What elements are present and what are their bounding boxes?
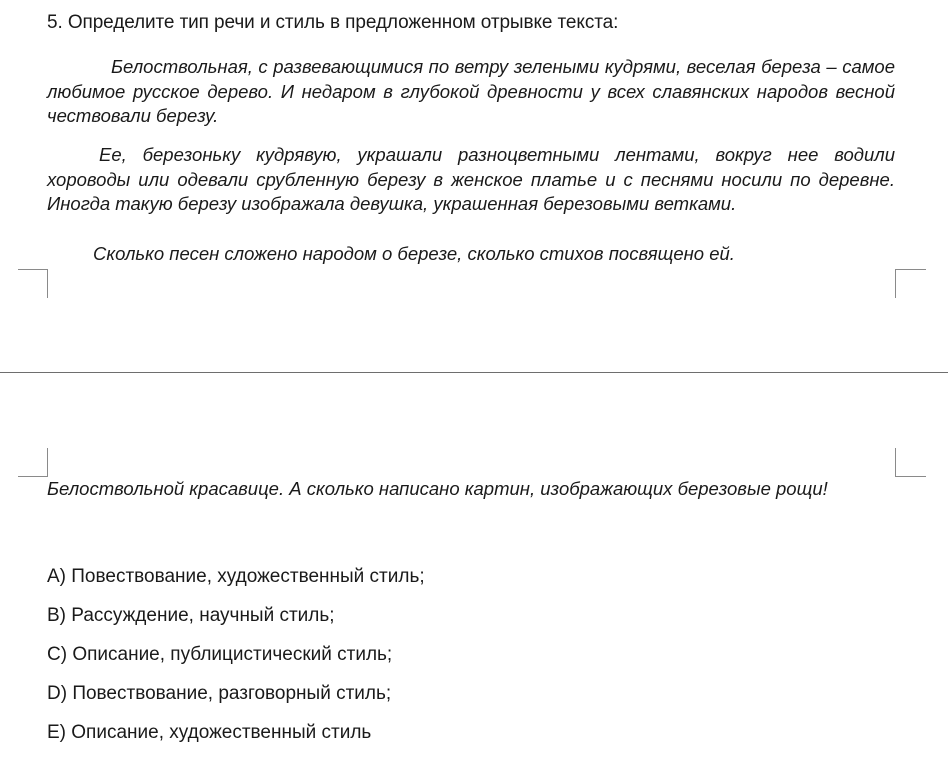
page-corner-mark-bottom-right — [895, 269, 926, 298]
answer-option-c[interactable]: C) Описание, публицистический стиль; — [47, 644, 393, 665]
page-corner-mark-bottom-left — [18, 269, 48, 298]
answer-option-a[interactable]: A) Повествование, художественный стиль; — [47, 566, 425, 587]
answer-option-d[interactable]: D) Повествование, разговорный стиль; — [47, 683, 392, 704]
page-break-divider — [0, 372, 948, 373]
answer-option-e[interactable]: E) Описание, художественный стиль — [47, 722, 372, 743]
passage-paragraph-2: Ее, березоньку кудрявую, украшали разноцветными лентами, вокруг нее водили хороводы или одевали срубленную березу в женское платье и с песнями носили по деревне. Иногда такую березу изображала девушка, украшенная березовыми ветками. — [47, 144, 895, 214]
page-corner-mark-top-left — [18, 448, 48, 477]
question-title: 5. Определите тип речи и стиль в предложенном отрывке текста: — [47, 12, 619, 33]
passage-paragraph-4: Белоствольной красавице. А сколько написано картин, изображающих березовые рощи! — [47, 478, 828, 499]
passage-paragraph-1: Белоствольная, с развевающимися по ветру зелеными кудрями, веселая береза – самое любимое русское дерево. И недаром в глубокой древности у всех славянских народов весной чествовали березу. — [47, 56, 895, 126]
page-corner-mark-top-right — [895, 448, 926, 477]
passage-paragraph-3: Сколько песен сложено народом о березе, сколько стихов посвящено ей. — [93, 243, 735, 264]
answer-option-b[interactable]: B) Рассуждение, научный стиль; — [47, 605, 335, 626]
answer-options-list — [47, 563, 425, 758]
